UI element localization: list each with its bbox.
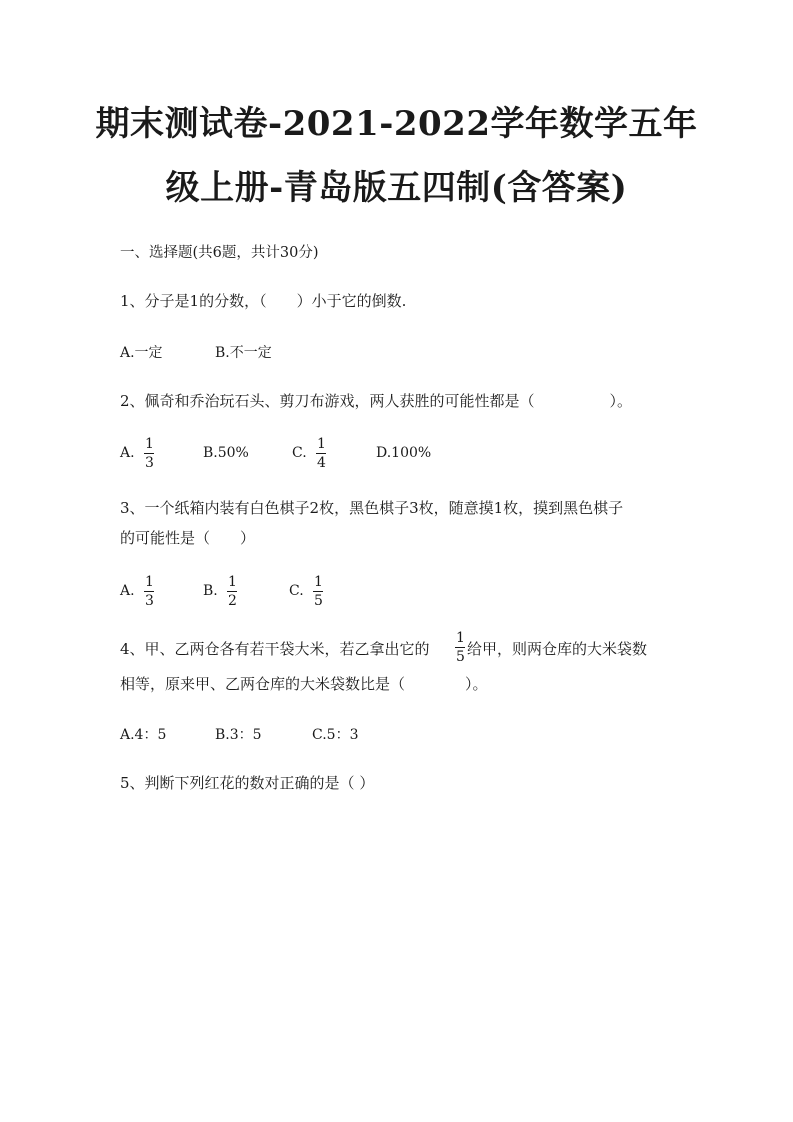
question-5-text: 5、判断下列红花的数对正确的是（ ） [120,774,375,792]
question-3-text-line-1: 3、一个纸箱内装有白色棋子2枚，黑色棋子3枚，随意摸1枚，摸到黑色棋子 [120,499,624,517]
q3-option-a-fraction [144,575,155,608]
q4-option-b: B.3：5 [215,727,262,743]
q4-option-a: A.4：5 [120,727,167,743]
fraction-numerator: 1 [145,574,154,590]
fraction-numerator: 1 [228,574,237,590]
fraction-denominator: 3 [145,593,154,609]
question-3-text-line-2: 的可能性是（ ） [120,529,256,547]
question-4-text-line-1a: 4、甲、乙两仓各有若干袋大米，若乙拿出它的 [120,640,430,658]
q3-option-b-label: B. [203,583,218,599]
section-heading: 一、选择题(共6题，共计30分) [120,245,319,261]
q2-option-d: D.100% [376,445,432,461]
q3-option-c-label: C. [289,583,304,599]
q4-option-c: C.5：3 [312,727,359,743]
q2-option-b: B.50% [203,445,249,461]
question-1-text: 1、分子是1的分数，（ ）小于它的倒数. [120,292,407,310]
fraction-denominator: 4 [317,455,326,471]
q1-option-b: B.不一定 [215,345,272,361]
fraction-denominator: 5 [456,649,465,665]
q2-option-c-label: C. [292,445,307,461]
fraction-denominator: 3 [145,455,154,471]
question-4-text-line-2: 相等，原来甲、乙两仓库的大米袋数比是（ ）。 [120,675,488,693]
document-title-line-2: 级上册-青岛版五四制(含答案) [165,168,628,208]
fraction-numerator: 1 [317,436,326,452]
q3-option-c-fraction [313,575,324,608]
question-4-text-line-1b: 给甲，则两仓库的大米袋数 [467,640,648,658]
fraction-denominator: 5 [314,593,323,609]
q3-option-b-fraction [227,575,238,608]
q4-inline-fraction [455,631,466,664]
fraction-numerator: 1 [314,574,323,590]
q2-option-a-fraction [144,437,155,470]
document-title-line-1: 期末测试卷-2021-2022学年数学五年 [95,104,698,144]
question-2-text: 2、佩奇和乔治玩石头、剪刀布游戏，两人获胜的可能性都是（ ）。 [120,392,633,410]
q1-option-a: A.一定 [120,345,163,361]
fraction-numerator: 1 [456,630,465,646]
q2-option-c-fraction [316,437,327,470]
fraction-numerator: 1 [145,436,154,452]
q3-option-a-label: A. [120,583,135,599]
q2-option-a-label: A. [120,445,135,461]
fraction-denominator: 2 [228,593,237,609]
